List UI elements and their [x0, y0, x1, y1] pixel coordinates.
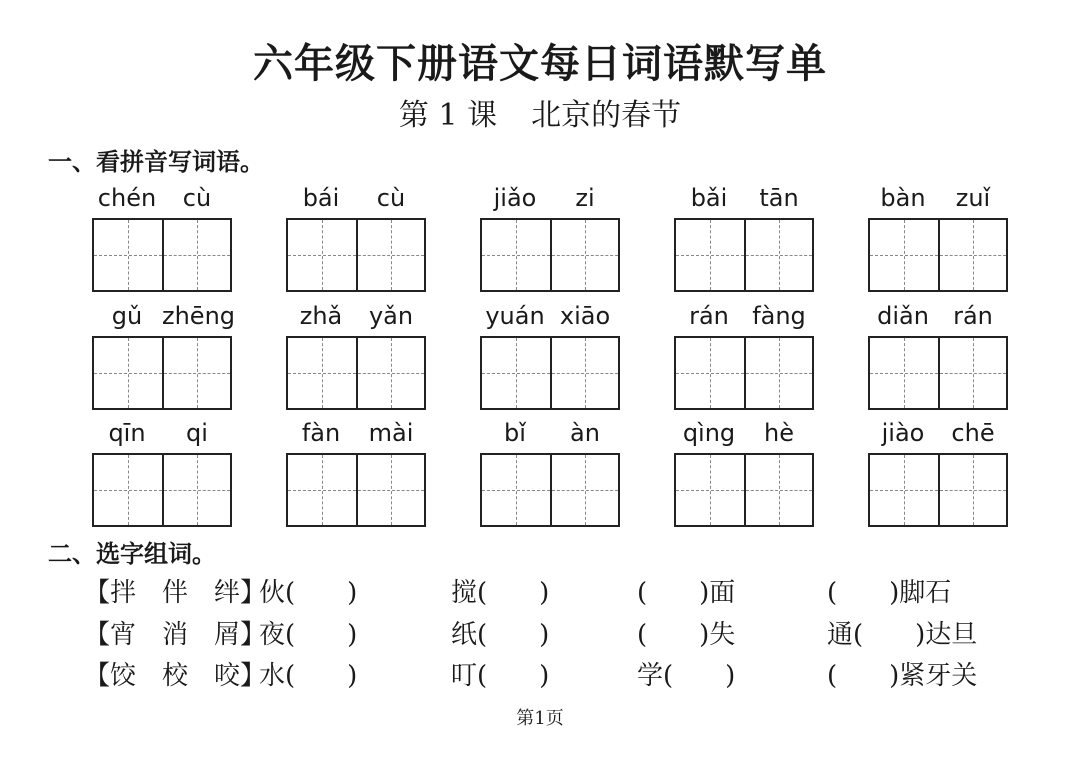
pinyin-label: diǎn — [877, 302, 929, 330]
pinyin-label: bǎi — [690, 184, 728, 212]
writing-box[interactable] — [92, 336, 232, 410]
pinyin-label: chē — [951, 419, 995, 447]
writing-box[interactable] — [286, 218, 426, 292]
character-options: 【饺 校 咬】 — [84, 661, 267, 691]
page-number: 第1页 — [516, 708, 564, 729]
fill-in-blank[interactable]: ( )面 — [637, 578, 736, 608]
word-item — [480, 184, 620, 292]
tian-grid-cell[interactable] — [938, 338, 1006, 408]
fill-in-blank[interactable]: 水( ) — [259, 661, 358, 691]
word-item — [286, 184, 426, 292]
fill-in-blank[interactable]: 伙( ) — [259, 578, 358, 608]
pinyin-label: xiāo — [559, 302, 611, 330]
pinyin-label: fàng — [752, 302, 806, 330]
pinyin-label: zi — [575, 184, 595, 212]
pinyin-label: bàn — [880, 184, 926, 212]
character-options: 【宵 消 屑】 — [84, 620, 267, 650]
tian-grid-cell[interactable] — [482, 338, 550, 408]
pinyin-label: zhǎ — [299, 302, 343, 330]
writing-box[interactable] — [868, 218, 1008, 292]
tian-grid-cell[interactable] — [94, 455, 162, 525]
fill-in-blank[interactable]: ( )紧牙关 — [827, 661, 978, 691]
tian-grid-cell[interactable] — [356, 338, 424, 408]
word-item — [674, 302, 814, 410]
writing-box[interactable] — [92, 453, 232, 527]
fill-in-blank[interactable]: 叮( ) — [451, 661, 550, 691]
tian-grid-cell[interactable] — [482, 220, 550, 290]
tian-grid-cell[interactable] — [744, 455, 812, 525]
pinyin-label: chén — [97, 184, 157, 212]
word-item — [480, 419, 620, 527]
fill-in-blank[interactable]: ( )失 — [637, 620, 736, 650]
lesson-number: 第 1 课 — [398, 98, 498, 133]
writing-box[interactable] — [674, 218, 814, 292]
tian-grid-cell[interactable] — [676, 220, 744, 290]
tian-grid-cell[interactable] — [162, 455, 230, 525]
word-item — [92, 419, 232, 527]
pinyin-label: rán — [953, 302, 993, 330]
tian-grid-cell[interactable] — [870, 338, 938, 408]
tian-grid-cell[interactable] — [870, 220, 938, 290]
page-title: 六年级下册语文每日词语默写单 — [253, 40, 827, 87]
word-item — [92, 184, 232, 292]
pinyin-label: mài — [368, 419, 414, 447]
pinyin-label: zuǐ — [955, 184, 991, 212]
writing-box[interactable] — [480, 336, 620, 410]
pinyin-label: gǔ — [111, 302, 143, 330]
tian-grid-cell[interactable] — [550, 455, 618, 525]
tian-grid-cell[interactable] — [94, 338, 162, 408]
fill-in-blank[interactable]: 学( ) — [637, 661, 736, 691]
writing-box[interactable] — [868, 453, 1008, 527]
pinyin-label: fàn — [301, 419, 341, 447]
tian-grid-cell[interactable] — [288, 220, 356, 290]
pinyin-label: jiǎo — [493, 184, 537, 212]
pinyin-label: yuán — [485, 302, 545, 330]
pinyin-label: zhēng — [162, 302, 236, 330]
pinyin-label: cù — [182, 184, 212, 212]
tian-grid-cell[interactable] — [744, 338, 812, 408]
fill-in-blank[interactable]: ( )脚石 — [827, 578, 952, 608]
tian-grid-cell[interactable] — [356, 455, 424, 525]
pinyin-label: qīn — [108, 419, 146, 447]
tian-grid-cell[interactable] — [550, 220, 618, 290]
writing-box[interactable] — [674, 453, 814, 527]
word-item — [868, 419, 1008, 527]
tian-grid-cell[interactable] — [482, 455, 550, 525]
tian-grid-cell[interactable] — [162, 338, 230, 408]
word-item — [674, 419, 814, 527]
character-options: 【拌 伴 绊】 — [84, 578, 267, 608]
pinyin-label: cù — [376, 184, 406, 212]
writing-box[interactable] — [868, 336, 1008, 410]
tian-grid-cell[interactable] — [162, 220, 230, 290]
writing-box[interactable] — [480, 453, 620, 527]
writing-box[interactable] — [286, 336, 426, 410]
pinyin-label: hè — [764, 419, 794, 447]
tian-grid-cell[interactable] — [288, 455, 356, 525]
pinyin-label: àn — [570, 419, 600, 447]
tian-grid-cell[interactable] — [676, 338, 744, 408]
tian-grid-cell[interactable] — [356, 220, 424, 290]
word-item — [674, 184, 814, 292]
fill-in-blank[interactable]: 夜( ) — [259, 620, 358, 650]
fill-in-blank[interactable]: 搅( ) — [451, 578, 550, 608]
word-item — [92, 302, 236, 410]
writing-box[interactable] — [92, 218, 232, 292]
tian-grid-cell[interactable] — [288, 338, 356, 408]
pinyin-label: bǐ — [504, 419, 526, 447]
tian-grid-cell[interactable] — [550, 338, 618, 408]
word-item — [868, 184, 1008, 292]
pinyin-label: qi — [186, 419, 208, 447]
pinyin-label: rán — [689, 302, 729, 330]
lesson-name: 北京的春节 — [531, 98, 682, 133]
fill-in-blank[interactable]: 通( )达旦 — [827, 620, 978, 650]
writing-box[interactable] — [674, 336, 814, 410]
fill-in-blank[interactable]: 纸( ) — [451, 620, 550, 650]
word-item — [868, 302, 1008, 410]
tian-grid-cell[interactable] — [744, 220, 812, 290]
writing-box[interactable] — [480, 218, 620, 292]
section2-heading: 二、选字组词。 — [48, 540, 216, 568]
pinyin-label: qìng — [682, 419, 736, 447]
writing-box[interactable] — [286, 453, 426, 527]
pinyin-label: tān — [759, 184, 799, 212]
pinyin-label: jiào — [881, 419, 925, 447]
tian-grid-cell[interactable] — [676, 455, 744, 525]
tian-grid-cell[interactable] — [938, 220, 1006, 290]
section1-heading: 一、看拼音写词语。 — [48, 148, 264, 176]
tian-grid-cell[interactable] — [938, 455, 1006, 525]
pinyin-label: bái — [302, 184, 340, 212]
word-item — [480, 302, 620, 410]
word-item — [286, 302, 426, 410]
tian-grid-cell[interactable] — [870, 455, 938, 525]
word-item — [286, 419, 426, 527]
tian-grid-cell[interactable] — [94, 220, 162, 290]
pinyin-label: yǎn — [368, 302, 414, 330]
